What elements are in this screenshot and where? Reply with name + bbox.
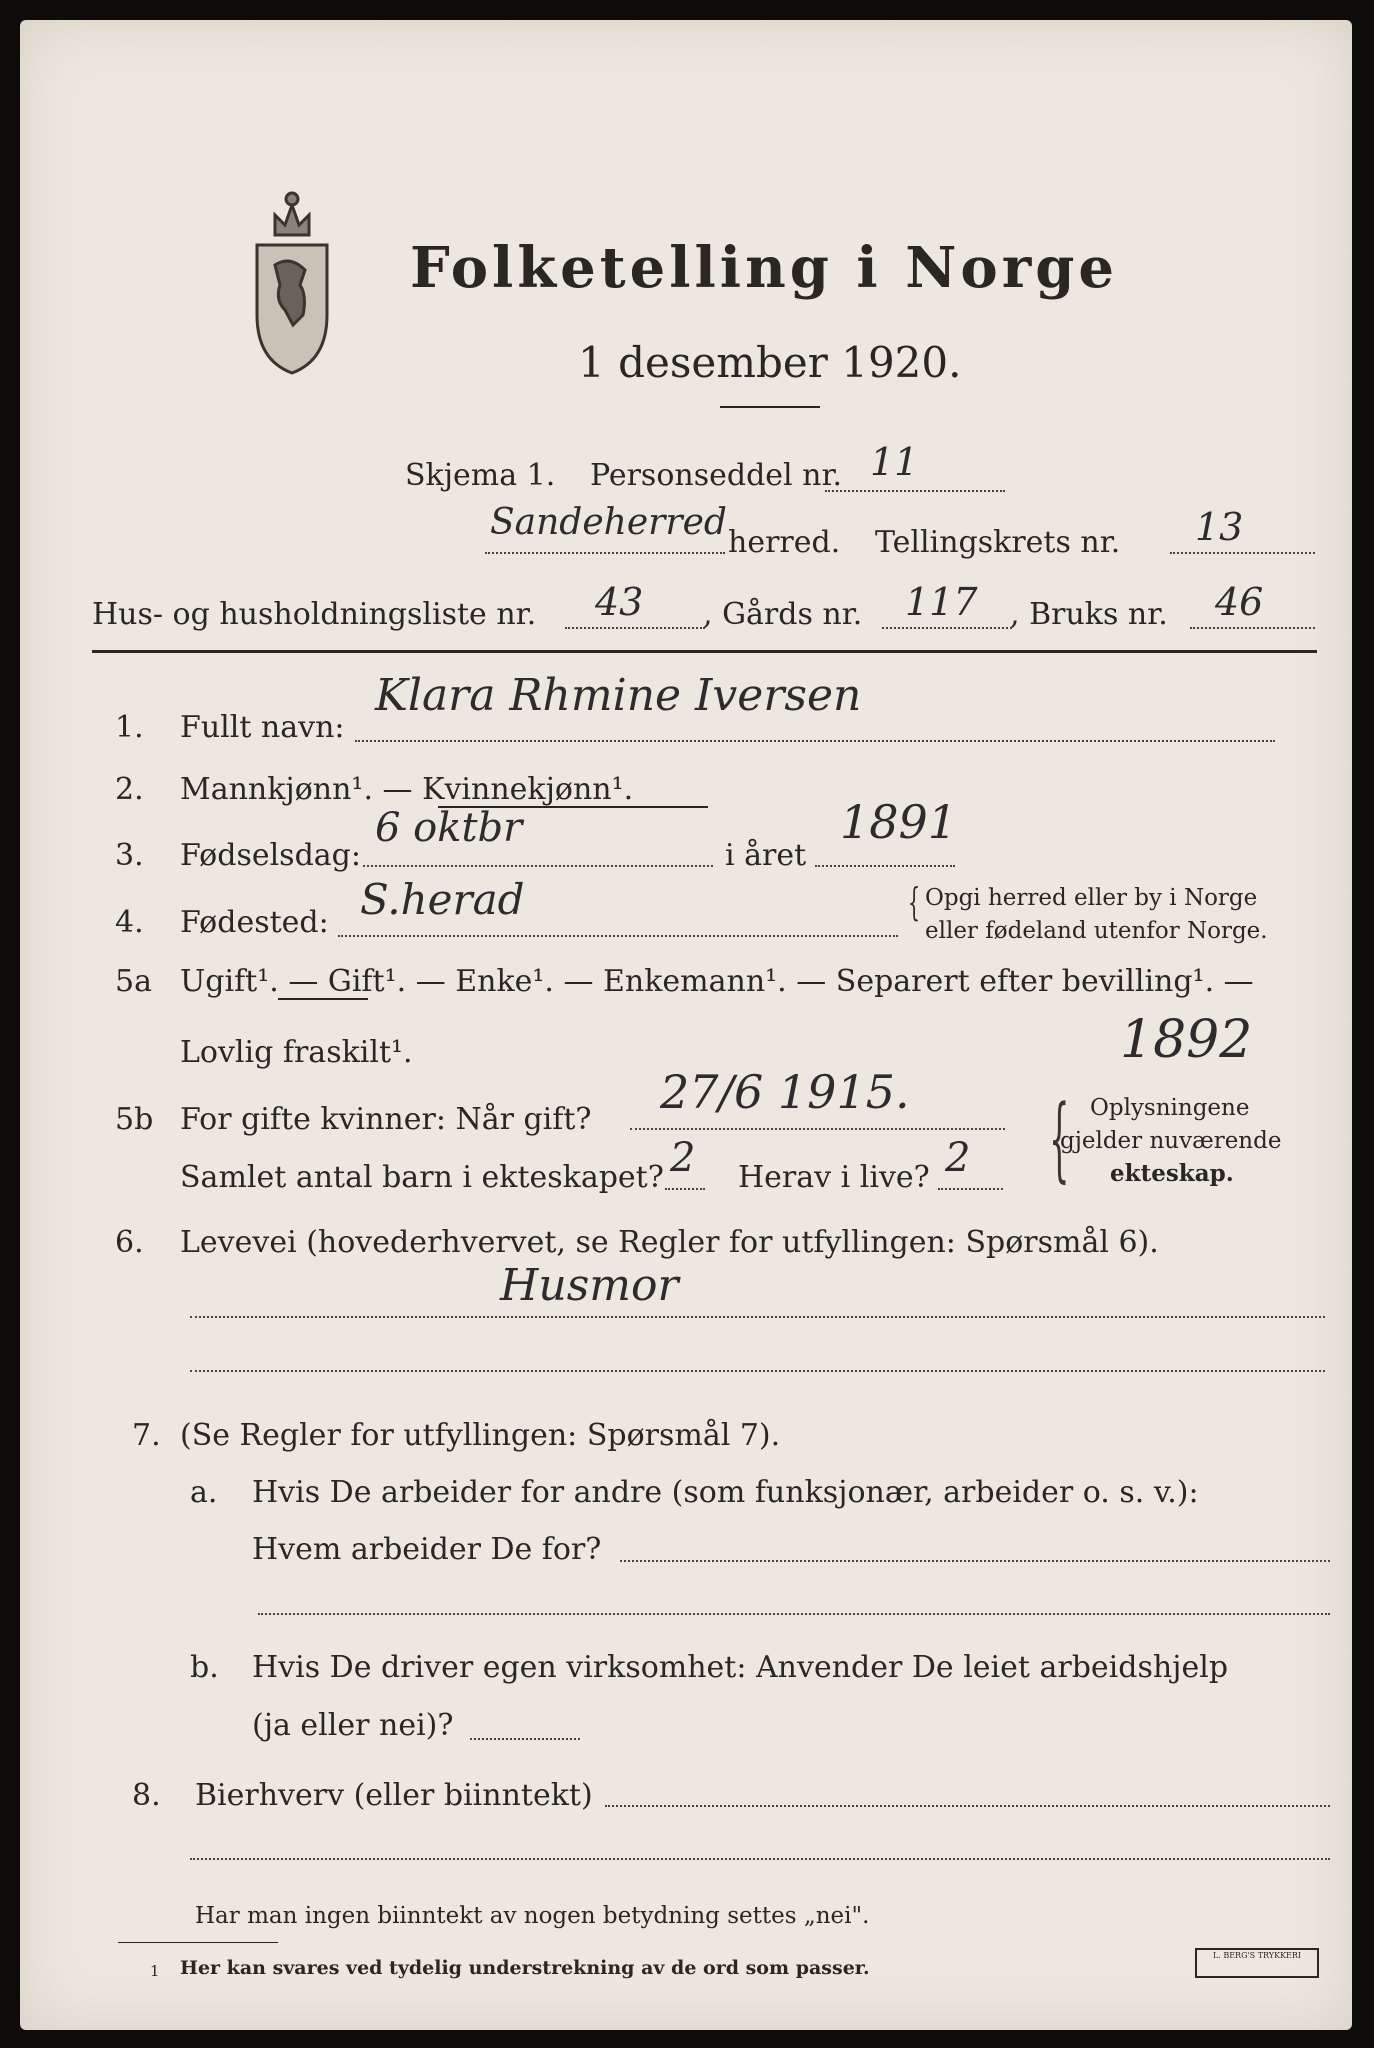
q5a-underline-gift	[278, 998, 368, 1000]
herred-label: herred.	[728, 525, 841, 560]
q4-brace: {	[908, 880, 921, 924]
personseddel-label: Personseddel nr.	[590, 458, 843, 493]
bruks-line	[1190, 627, 1315, 629]
q3-label: Fødselsdag:	[180, 838, 361, 873]
q7b-label: Hvis De driver egen virksomhet: Anvender De leiet arbeidshjelp	[252, 1650, 1229, 1685]
q7-number: 7.	[132, 1418, 161, 1453]
header-rule	[92, 650, 1317, 653]
personseddel-line	[825, 490, 1005, 492]
gards-value: 117	[905, 580, 978, 624]
census-date: 1 desember 1920.	[578, 338, 962, 387]
q7-label: (Se Regler for utfyllingen: Spørsmål 7).	[180, 1418, 781, 1453]
q3-year-label: i året	[725, 838, 807, 873]
q7a-letter: a.	[190, 1475, 218, 1510]
q7a-line2	[258, 1613, 1330, 1615]
q5b-living-label: Herav i live?	[738, 1160, 930, 1195]
q3-birthday-line	[363, 865, 713, 867]
q5b-children-value: 2	[670, 1135, 696, 1181]
q7a-label: Hvis De arbeider for andre (som funksjonær, arbeider o. s. v.):	[252, 1475, 1199, 1510]
q5a-line2: Lovlig fraskilt¹.	[180, 1035, 413, 1070]
footer-note: Har man ingen biinntekt av nogen betydning settes „nei".	[195, 1903, 870, 1929]
q6-label: Levevei (hovederhvervet, se Regler for utfyllingen: Spørsmål 6).	[180, 1225, 1159, 1260]
gards-label: , Gårds nr.	[703, 597, 863, 632]
q5a-status-options: Ugift¹. — Gift¹. — Enke¹. — Enkemann¹. — Separert efter bevilling¹. —	[180, 964, 1254, 999]
q1-label: Fullt navn:	[180, 710, 345, 745]
q7a-employer-line	[620, 1560, 1330, 1562]
tellingskrets-value: 13	[1195, 505, 1244, 549]
q3-year-value: 1891	[840, 795, 958, 849]
q8-line1	[605, 1805, 1330, 1807]
q4-birthplace-value: S.herad	[360, 875, 525, 924]
q7a-employer-label: Hvem arbeider De for?	[252, 1532, 602, 1567]
q5b-married-line	[630, 1128, 1005, 1130]
q2-label: Mannkjønn¹. — Kvinnekjønn¹.	[180, 772, 634, 807]
q6-line2	[190, 1370, 1325, 1372]
q6-line1	[190, 1316, 1325, 1318]
title-divider	[720, 406, 820, 408]
skjema-label: Skjema 1.	[405, 458, 556, 493]
q1-number: 1.	[115, 710, 144, 745]
q8-label: Bierhverv (eller biinntekt)	[195, 1778, 593, 1813]
q7b-label2: (ja eller nei)?	[252, 1708, 454, 1743]
footnote-number: 1	[150, 1962, 160, 1980]
q5b-married-date: 27/6 1915.	[660, 1065, 910, 1119]
q6-occupation-value: Husmor	[500, 1260, 679, 1311]
q4-number: 4.	[115, 905, 144, 940]
census-form	[20, 20, 1352, 2030]
q5b-note-line3: ekteskap.	[1110, 1160, 1234, 1187]
bruks-label: , Bruks nr.	[1010, 597, 1168, 632]
q4-note-line1: Opgi herred eller by i Norge	[925, 885, 1258, 911]
q6-number: 6.	[115, 1225, 144, 1260]
q5b-living-value: 2	[945, 1135, 971, 1181]
q5a-number: 5a	[115, 964, 152, 999]
q1-full-name: Klara Rhmine Iversen	[375, 670, 862, 721]
coat-of-arms-icon	[245, 175, 340, 375]
q4-label: Fødested:	[180, 905, 329, 940]
form-title: Folketelling i Norge	[410, 235, 1119, 301]
q4-note-line2: eller fødeland utenfor Norge.	[925, 918, 1268, 944]
herred-value: Sandeherred	[490, 502, 727, 543]
tellingskrets-line	[1170, 552, 1315, 554]
q7b-letter: b.	[190, 1650, 219, 1685]
tellingskrets-label: Tellingskrets nr.	[875, 525, 1121, 560]
q5b-married-label: For gifte kvinner: Når gift?	[180, 1102, 592, 1137]
gards-line	[882, 627, 1012, 629]
q3-birthday-value: 6 oktbr	[375, 805, 523, 851]
q2-number: 2.	[115, 772, 144, 807]
q8-number: 8.	[132, 1778, 161, 1813]
q5b-brace: {	[1049, 1085, 1070, 1192]
footnote-rule	[118, 1942, 278, 1943]
herred-line	[485, 552, 725, 554]
q5b-living-line	[938, 1188, 1003, 1190]
q5a-margin-note: 1892	[1120, 1010, 1253, 1070]
q5b-children-line	[665, 1188, 705, 1190]
q5b-number: 5b	[115, 1102, 154, 1137]
q8-line2	[190, 1858, 1330, 1860]
husliste-line	[565, 627, 705, 629]
q7b-line	[470, 1738, 580, 1740]
q5b-children-label: Samlet antal barn i ekteskapet?	[180, 1160, 664, 1195]
q3-number: 3.	[115, 838, 144, 873]
husliste-value: 43	[595, 580, 644, 624]
q5b-note-line1: Oplysningene	[1090, 1095, 1250, 1121]
footnote-text: Her kan svares ved tydelig understrekning av de ord som passer.	[180, 1957, 870, 1979]
q1-line	[355, 740, 1275, 742]
bruks-value: 46	[1215, 580, 1264, 624]
q3-year-line	[815, 865, 955, 867]
husliste-label: Hus- og husholdningsliste nr.	[92, 597, 537, 632]
printer-stamp: L. BERG'S TRYKKERI	[1195, 1948, 1319, 1978]
personseddel-value: 11	[870, 440, 919, 484]
q4-line	[338, 935, 898, 937]
q5b-note-line2: gjelder nuværende	[1060, 1128, 1282, 1154]
